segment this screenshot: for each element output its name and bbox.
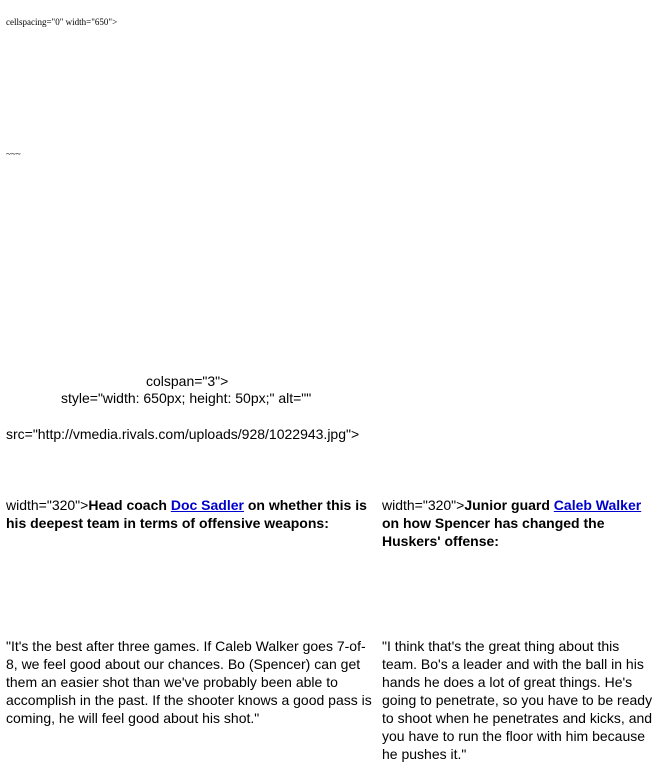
right-column-heading: [382, 496, 658, 550]
right-column-heading-tail: on how Spencer has changed the Huskers' offense:: [382, 515, 605, 549]
stray-markup-image-src: src="http://vmedia.rivals.com/uploads/928/1022943.jpg">: [6, 426, 360, 442]
stray-markup-image-style: style="width: 650px; height: 50px;" alt="": [61, 390, 312, 406]
left-column-quote: "It's the best after three games. If Caleb Walker goes 7-of-8, we feel good about our chances. Bo (Spencer) can get them an easier shot than we've probably been able to accomplish in the past. If the shooter knows a good pass is coming, he will feel good about his shot.": [6, 638, 372, 726]
right-column-quote: "I think that's the great thing about this team. Bo's a leader and with the ball in his hands he does a lot of great things. He's going to penetrate, so you have to be ready to shoot when he penetrates and kicks, and you have to run the floor with him because he pushes it.": [382, 638, 653, 762]
left-column-heading-tail: on whether this is his deepest team in terms of offensive weapons:: [6, 497, 367, 531]
left-column-attr-prefix: width="320">: [6, 497, 89, 513]
stray-markup-tildes: ~~~: [6, 149, 21, 159]
left-column-heading-lead: Head coach: [88, 497, 171, 513]
stray-markup-table-attrs: cellspacing="0" width="650">: [6, 17, 118, 27]
right-column-heading-lead: Junior guard: [464, 497, 554, 513]
right-column-attr-prefix: width="320">: [382, 497, 465, 513]
left-column-heading: [6, 496, 376, 532]
doc-sadler-link[interactable]: Doc Sadler: [170, 497, 244, 513]
caleb-walker-link[interactable]: Caleb Walker: [553, 497, 642, 513]
stray-markup-colspan: colspan="3">: [146, 373, 229, 389]
